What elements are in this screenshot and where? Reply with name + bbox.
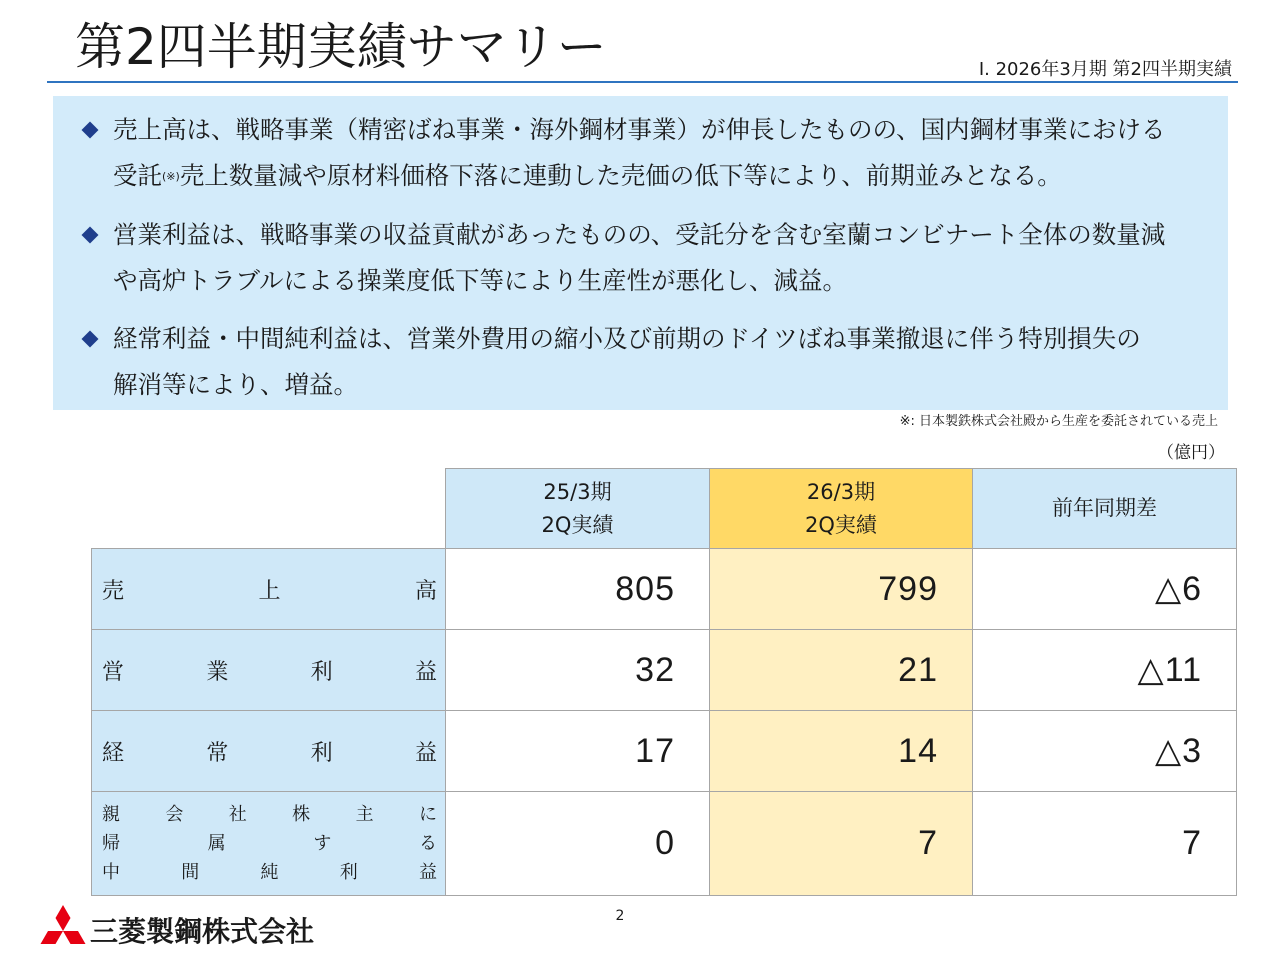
value-fy25-2q: 805: [446, 549, 710, 630]
page-title: 第2四半期実績サマリー: [75, 18, 607, 76]
column-header-line: 26/3期: [806, 479, 876, 504]
row-label-line: [102, 829, 437, 858]
label-char: 会: [165, 804, 184, 825]
bullet-text: 売上数量減や原材料価格下落に連動した売価の低下等により、前期並みとなる。: [179, 161, 1062, 190]
logo-diamond-left: [41, 931, 64, 944]
label-char: 属: [207, 833, 226, 854]
label-char: 親: [102, 804, 120, 825]
row-label-line: [102, 858, 437, 887]
label-char: 上: [258, 578, 281, 604]
table-corner-cell: [92, 469, 446, 549]
label-char: 株: [292, 804, 311, 825]
unit-label: （億円）: [1157, 443, 1225, 463]
column-header-fy26-2q: [710, 469, 973, 549]
label-char: 主: [355, 804, 374, 825]
label-char: 中: [102, 862, 120, 883]
label-char: 業: [206, 659, 229, 685]
bullet-line: や高炉トラブルによる操業度低下等により生産性が悪化し、減益。: [113, 266, 848, 295]
row-label: [102, 574, 437, 605]
label-char: 帰: [102, 833, 120, 854]
label-char: 経: [102, 740, 125, 766]
value-yoy-change: △11: [973, 630, 1237, 711]
row-label-cell: [92, 630, 446, 711]
value-fy26-2q: 7: [710, 792, 973, 896]
logo-diamond-top: [56, 905, 71, 931]
table-header-row: [92, 469, 1237, 549]
value-fy25-2q: 32: [446, 630, 710, 711]
label-char: 益: [419, 862, 437, 883]
label-char: 利: [339, 862, 358, 883]
label-char: 利: [310, 659, 333, 685]
value-fy25-2q: 0: [446, 792, 710, 896]
bullet-line: 経常利益・中間純利益は、営業外費用の縮小及び前期のドイツばね事業撤退に伴う特別損失の: [113, 324, 1141, 353]
footnote-marker: (※): [162, 170, 180, 183]
bullet-line: 営業利益は、戦略事業の収益貢献があったものの、受託分を含む室蘭コンビナート全体の数量減: [113, 220, 1166, 249]
column-header-line: 25/3期: [543, 479, 612, 504]
column-header-line: 2Q実績: [541, 512, 614, 537]
label-char: 営: [102, 659, 125, 685]
label-char: 益: [414, 740, 437, 766]
table-row-net-sales: [92, 549, 1237, 630]
label-char: 純: [260, 862, 279, 883]
label-char: る: [418, 833, 437, 854]
column-header-line: 前年同期差: [1052, 496, 1157, 520]
label-char: 益: [414, 659, 437, 685]
column-header-yoy-change: [973, 469, 1237, 549]
label-char: 売: [102, 578, 125, 604]
summary-box: [53, 96, 1228, 410]
page-number: 2: [615, 908, 625, 924]
results-table: [91, 468, 1237, 896]
bullet-line: 売上高は、戦略事業（精密ばね事業・海外鋼材事業）が伸長したものの、国内鋼材事業における: [113, 115, 1166, 144]
label-char: 常: [206, 740, 229, 766]
label-char: す: [313, 833, 332, 854]
label-char: に: [418, 804, 437, 825]
footnote: ※: 日本製鉄株式会社殿から生産を委託されている売上: [899, 414, 1218, 429]
value-yoy-change: △6: [973, 549, 1237, 630]
row-label-cell: [92, 711, 446, 792]
row-label: [102, 655, 437, 686]
row-label-cell: [92, 792, 446, 896]
value-fy26-2q: 14: [710, 711, 973, 792]
value-yoy-change: 7: [973, 792, 1237, 896]
bullet-line: 解消等により、増益。: [113, 370, 358, 399]
label-char: 高: [414, 578, 437, 604]
value-fy26-2q: 21: [710, 630, 973, 711]
column-header-line: 2Q実績: [805, 512, 877, 537]
value-yoy-change: △3: [973, 711, 1237, 792]
table-row-ordinary-profit: [92, 711, 1237, 792]
row-label-cell: [92, 549, 446, 630]
company-name: 三菱製鋼株式会社: [90, 915, 315, 948]
table-row-net-income-attributable: [92, 792, 1237, 896]
table-row-operating-profit: [92, 630, 1237, 711]
section-label: Ⅰ. 2026年3月期 第2四半期実績: [978, 59, 1232, 80]
summary-bullet-operating-profit: [53, 212, 1228, 304]
bullet-text: 受託: [113, 161, 162, 190]
label-char: 利: [310, 740, 333, 766]
value-fy26-2q: 799: [710, 549, 973, 630]
mitsubishi-three-diamonds-icon: [40, 905, 86, 944]
label-char: 社: [228, 804, 247, 825]
summary-bullet-sales: [53, 107, 1228, 200]
bullet-line: [113, 153, 1228, 200]
diamond-bullet-icon: [82, 122, 99, 139]
column-header-fy25-2q: [446, 469, 710, 549]
row-label-line: [102, 800, 437, 829]
label-char: 間: [181, 862, 200, 883]
value-fy25-2q: 17: [446, 711, 710, 792]
diamond-bullet-icon: [82, 331, 99, 348]
diamond-bullet-icon: [82, 227, 99, 244]
summary-bullet-ordinary-profit: [53, 316, 1228, 408]
row-label: [102, 736, 437, 767]
title-underline: [47, 81, 1238, 83]
logo-diamond-right: [63, 931, 86, 944]
